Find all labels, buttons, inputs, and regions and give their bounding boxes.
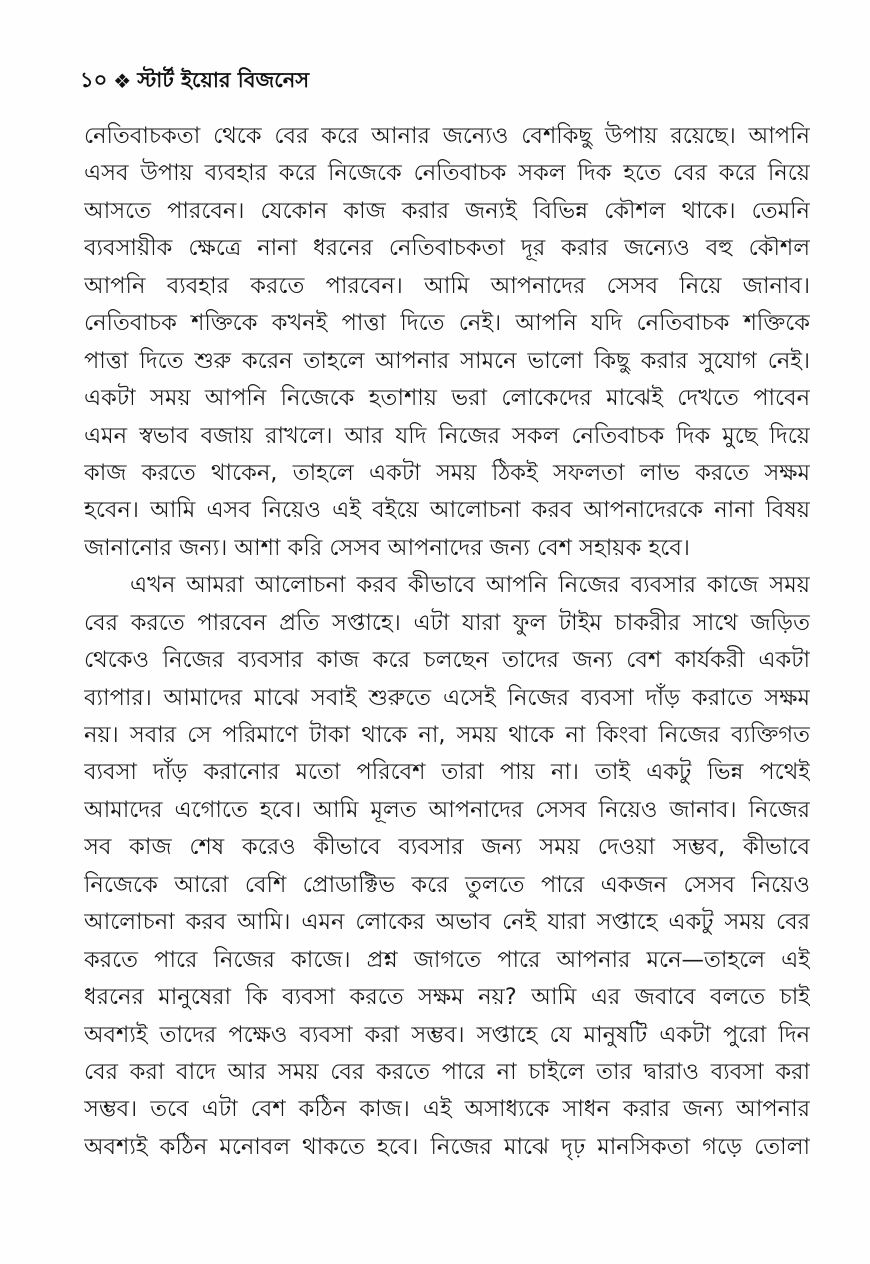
body-text xyxy=(84,118,810,1166)
running-title: স্টার্ট ইয়োর বিজনেস xyxy=(137,67,310,92)
text-line: নেতিবাচকতা থেকে বের করে আনার জন্যেও বেশকিছু উপায় রয়েছে। আপনি xyxy=(84,123,810,149)
text-line: একটা সময় আপনি নিজেকে হতাশায় ভরা লোকেদের মাঝেই দেখতে পাবেন xyxy=(84,385,810,412)
text-line: বের করা বাদে আর সময় বের করতে পারে না চাইলে তার দ্বারাও ব্যবসা করা xyxy=(84,1058,810,1085)
paragraph-2 xyxy=(84,567,810,1166)
text-line: আমাদের এগোতে হবে। আমি মূলত আপনাদের সেসব নিয়েও জানাব। নিজের xyxy=(84,796,810,823)
text-line: এমন স্বভাব বজায় রাখলে। আর যদি নিজের সকল নেতিবাচক দিক মুছে দিয়ে xyxy=(84,422,810,449)
text-line: অবশ্যই কঠিন মনোবল থাকতে হবে। নিজের মাঝে দৃঢ় মানসিকতা গড়ে তোলা xyxy=(84,1133,810,1160)
text-line: সম্ভব। তবে এটা বেশ কঠিন কাজ। এই অসাধ্যকে সাধন করার জন্য আপনার xyxy=(84,1096,810,1123)
text-line: ব্যবসা দাঁড় করানোর মতো পরিবেশ তারা পায় না। তাই একটু ভিন্ন পথেই xyxy=(84,759,810,786)
text-line: অবশ্যই তাদের পক্ষেও ব্যবসা করা সম্ভব। সপ্তাহে যে মানুষটি একটা পুরো দিন xyxy=(84,1021,810,1048)
text-line: হবেন। আমি এসব নিয়েও এই বইয়ে আলোচনা করব আপনাদেরকে নানা বিষয় xyxy=(84,497,810,524)
text-line: নয়। সবার সে পরিমাণে টাকা থাকে না, সময় থাকে না কিংবা নিজের ব্যক্তিগত xyxy=(84,722,810,748)
text-line: ধরনের মানুষেরা কি ব্যবসা করতে সক্ষম নয়? আমি এর জবাবে বলতে চাই xyxy=(84,984,810,1011)
page-header xyxy=(80,64,309,98)
text-line: করতে পারে নিজের কাজে। প্রশ্ন জাগতে পারে আপনার মনে—তাহলে এই xyxy=(84,946,810,973)
text-line: আপনি ব্যবহার করতে পারবেন। আমি আপনাদের সেসব নিয়ে জানাব। xyxy=(84,272,810,299)
text-line: নেতিবাচক শক্তিকে কখনই পাত্তা দিতে নেই। আপনি যদি নেতিবাচক শক্তিকে xyxy=(84,310,810,337)
text-line: বের করতে পারবেন প্রতি সপ্তাহে। এটা যারা ফুল টাইম চাকরীর সাথে জড়িত xyxy=(84,609,810,636)
text-line: জানানোর জন্য। আশা করি সেসব আপনাদের জন্য বেশ সহায়ক হবে। xyxy=(84,534,690,561)
text-line: এসব উপায় ব্যবহার করে নিজেকে নেতিবাচক সকল দিক হতে বের করে নিয়ে xyxy=(84,160,810,187)
text-line: এখন আমরা আলোচনা করব কীভাবে আপনি নিজের ব্যবসার কাজে সময় xyxy=(130,572,810,599)
text-line: ব্যাপার। আমাদের মাঝে সবাই শুরুতে এসেই নিজের ব্যবসা দাঁড় করাতে সক্ষম xyxy=(84,684,810,711)
text-line: আসতে পারবেন। যেকোন কাজ করার জন্যই বিভিন্ন কৌশল থাকে। তেমনি xyxy=(84,197,810,224)
text-line: আলোচনা করব আমি। এমন লোকের অভাব নেই যারা সপ্তাহে একটু সময় বের xyxy=(84,909,810,936)
text-line: থেকেও নিজের ব্যবসার কাজ করে চলছেন তাদের জন্য বেশ কার্যকরী একটা xyxy=(84,647,810,674)
text-line: পাত্তা দিতে শুরু করেন তাহলে আপনার সামনে ভালো কিছু করার সুযোগ নেই। xyxy=(84,347,810,374)
paragraph-1 xyxy=(84,118,810,567)
text-line: কাজ করতে থাকেন, তাহলে একটা সময় ঠিকই সফলতা লাভ করতে সক্ষম xyxy=(84,459,810,486)
page-number: ১০ xyxy=(80,67,108,92)
ornament-icon: ❖ xyxy=(113,69,132,93)
text-line: নিজেকে আরো বেশি প্রোডাক্টিভ করে তুলতে পারে একজন সেসব নিয়েও xyxy=(84,871,810,898)
text-line: সব কাজ শেষ করেও কীভাবে ব্যবসার জন্য সময় দেওয়া সম্ভব, কীভাবে xyxy=(84,834,810,861)
text-line: ব্যবসায়ীক ক্ষেত্রে নানা ধরনের নেতিবাচকতা দূর করার জন্যেও বহু কৌশল xyxy=(84,235,810,262)
